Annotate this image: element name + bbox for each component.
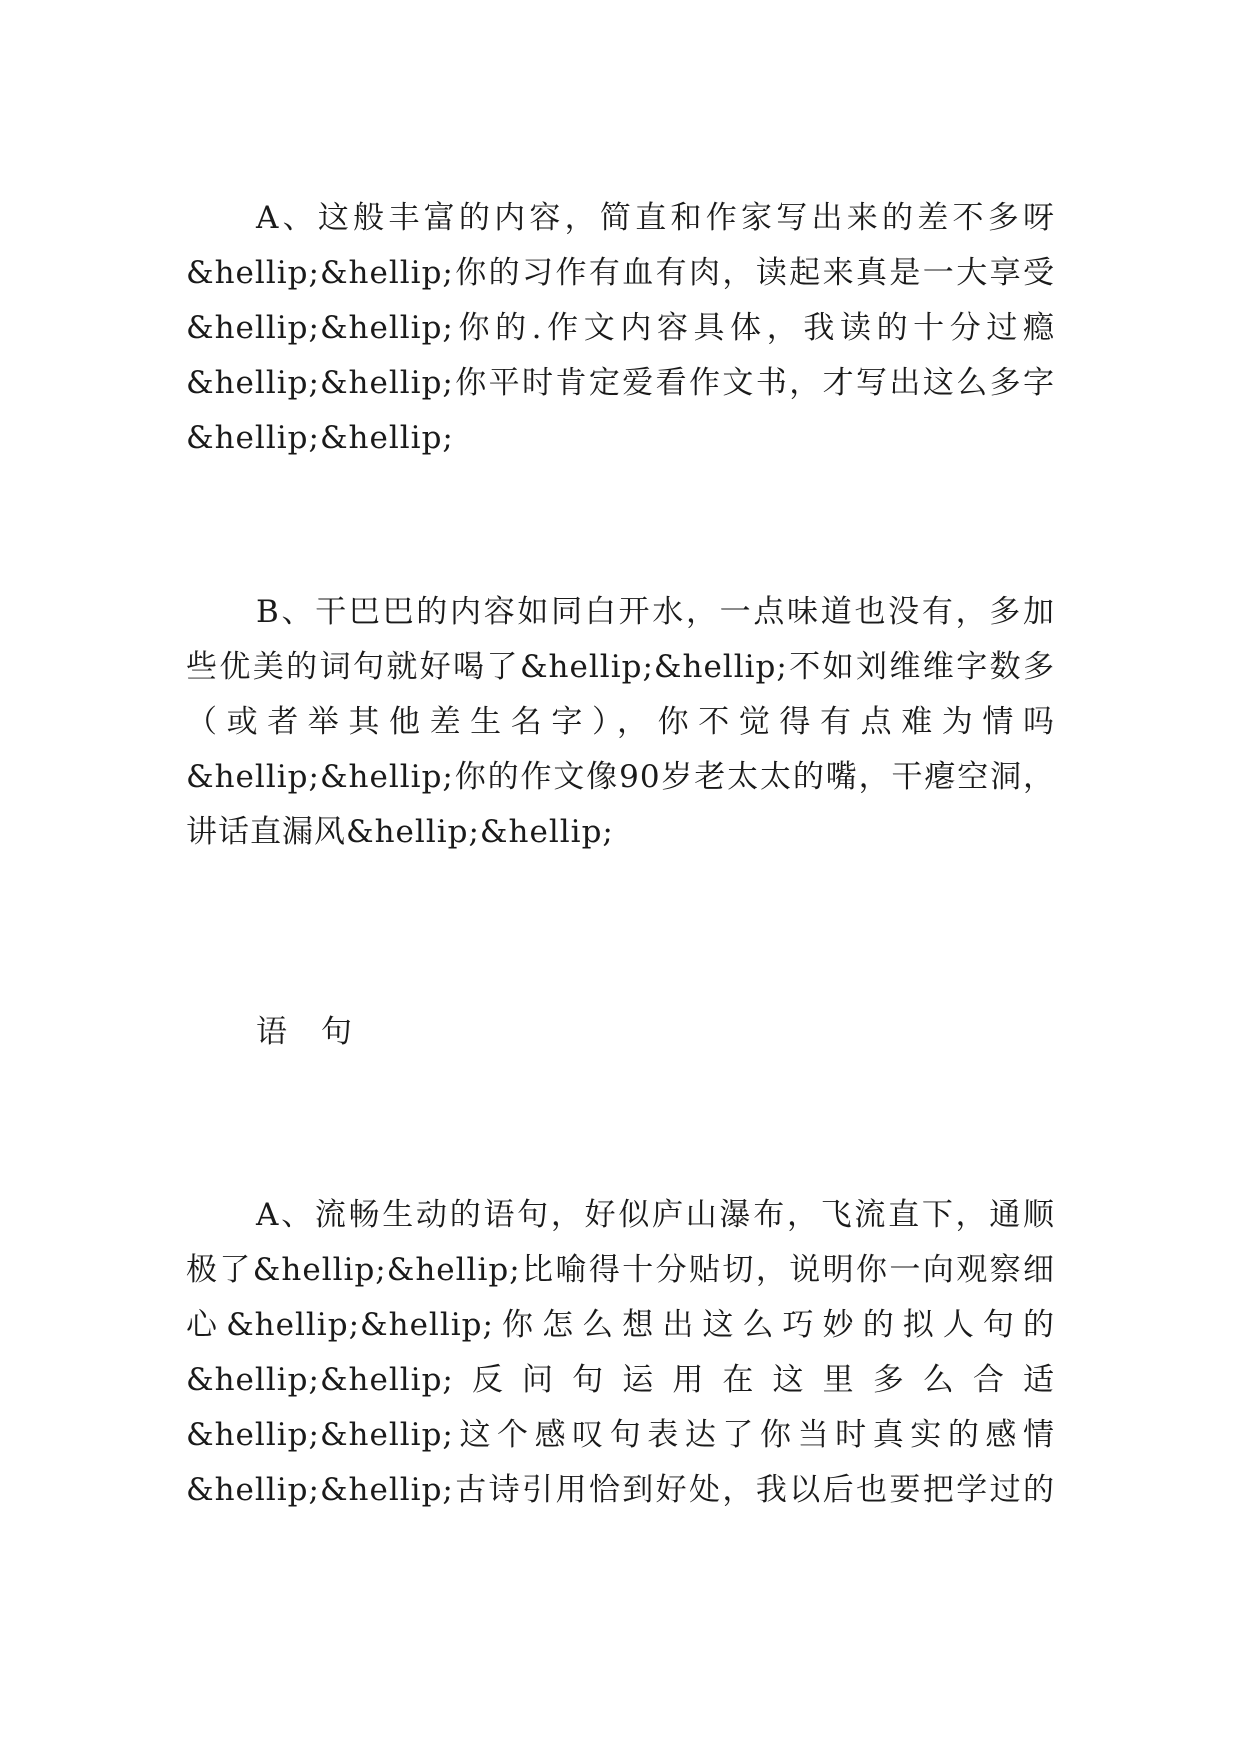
paragraph-a2-line-2: 极了&hellip;&hellip;比喻得十分贴切，说明你一向观察细 [186,1252,1055,1288]
paragraph-a2-line-1: A、流畅生动的语句，好似庐山瀑布，飞流直下，通顺 [256,1197,1055,1233]
paragraph-a1-line-4: &hellip;&hellip;你平时肯定爱看作文书，才写出这么多字 [186,365,1055,401]
paragraph-a2-line-3: 心&hellip;&hellip;你怎么想出这么巧妙的拟人句的 [186,1307,1055,1343]
section-heading: 语 句 [256,1014,364,1050]
paragraph-b1-line-3: （或者举其他差生名字），你不觉得有点难为情吗 [186,704,1055,740]
paragraph-a2-line-5: &hellip;&hellip;这个感叹句表达了你当时真实的感情 [186,1417,1055,1453]
paragraph-b1-line-1: B、干巴巴的内容如同白开水，一点味道也没有，多加 [256,594,1055,630]
paragraph-b1-line-5: 讲话直漏风&hellip;&hellip; [186,814,614,850]
paragraph-a1-line-3: &hellip;&hellip;你的.作文内容具体，我读的十分过瘾 [186,310,1055,346]
paragraph-a2-line-4: &hellip;&hellip;反问句运用在这里多么合适 [186,1362,1055,1398]
paragraph-b1-line-4: &hellip;&hellip;你的作文像90岁老太太的嘴，干瘪空洞， [186,759,1055,795]
paragraph-a1-line-5: &hellip;&hellip; [186,420,454,456]
paragraph-a2-line-6: &hellip;&hellip;古诗引用恰到好处，我以后也要把学过的 [186,1472,1055,1508]
paragraph-b1-line-2: 些优美的词句就好喝了&hellip;&hellip;不如刘维维字数多 [186,649,1055,685]
paragraph-a1-line-1: A、这般丰富的内容，简直和作家写出来的差不多呀 [256,200,1055,236]
paragraph-a1-line-2: &hellip;&hellip;你的习作有血有肉，读起来真是一大享受 [186,255,1055,291]
